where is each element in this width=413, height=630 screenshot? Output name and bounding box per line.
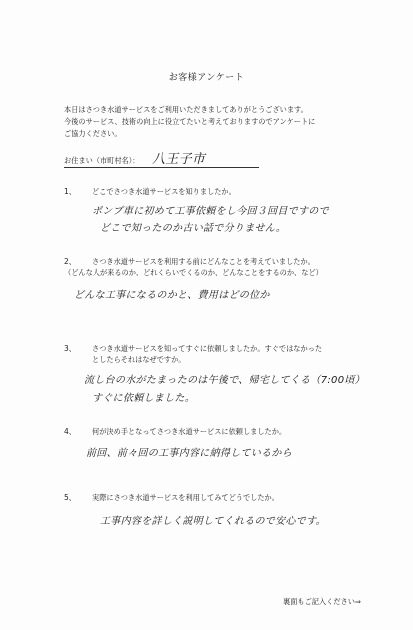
question-text bbox=[92, 186, 236, 197]
intro-line: ご協力ください。 bbox=[64, 129, 122, 138]
answer-line: ポンプ車に初めて工事依頼をし今回３回目ですので bbox=[92, 206, 329, 217]
question-number: 3、 bbox=[64, 344, 77, 353]
address-underline bbox=[64, 167, 259, 168]
question-number: 2、 bbox=[64, 257, 77, 266]
question-number: 5、 bbox=[64, 493, 77, 502]
address-field bbox=[64, 150, 264, 168]
question-line: としたらそれはなぜですか。 bbox=[92, 355, 186, 364]
page-title: お客様アンケート bbox=[168, 73, 245, 83]
question-text bbox=[92, 426, 286, 437]
question-line: さつき水道サービスを利用する前にどんなことを考えていましたか。 bbox=[92, 257, 315, 266]
address-value: 八王子市 bbox=[152, 152, 206, 167]
intro-line: 今後のサービス、技術の向上に役立てたいと考えておりますのでアンケートに bbox=[64, 117, 316, 126]
question-line: （どんな人が来るのか、どれくらいでくるのか、どんなことをするのか、など） bbox=[64, 268, 323, 277]
intro-text bbox=[64, 104, 384, 140]
question-line: どこでさつき水道サービスを知りましたか。 bbox=[92, 187, 236, 196]
footer-note: 裏面もご記入ください⇒ bbox=[283, 597, 361, 606]
answer-line: 前回、前々回の工事内容に納得しているから bbox=[86, 448, 292, 459]
question-text bbox=[92, 256, 315, 267]
question-number: 4、 bbox=[64, 427, 77, 436]
intro-line: 本日はさつき水道サービスをご利用いただきましてありがとうございます。 bbox=[64, 105, 308, 114]
answer-line: どこで知ったのか古い話で分りません。 bbox=[100, 223, 286, 234]
question-text bbox=[92, 343, 322, 365]
question-text bbox=[64, 267, 323, 278]
answer-line: すぐに依頼しました。 bbox=[92, 393, 195, 404]
answer-line: 工事内容を詳しく説明してくれるので安心です。 bbox=[100, 516, 326, 527]
question-number: 1、 bbox=[64, 187, 77, 196]
question-line: 何が決め手となってさつき水道サービスに依頼しましたか。 bbox=[92, 427, 287, 436]
question-line: さつき水道サービスを知ってすぐに依頼しましたか。すぐではなかった bbox=[92, 344, 323, 353]
answer-line: どんな工事になるのかと、費用はどの位か bbox=[74, 290, 270, 301]
question-line: 実際にさつき水道サービスを利用してみてどうでしたか。 bbox=[92, 493, 279, 502]
answer-line: 流し台の水がたまったのは午後で、帰宅してくる（7:00頃） bbox=[84, 375, 365, 386]
address-label: お住まい（市町村名）： bbox=[64, 156, 140, 165]
question-text bbox=[92, 492, 279, 503]
